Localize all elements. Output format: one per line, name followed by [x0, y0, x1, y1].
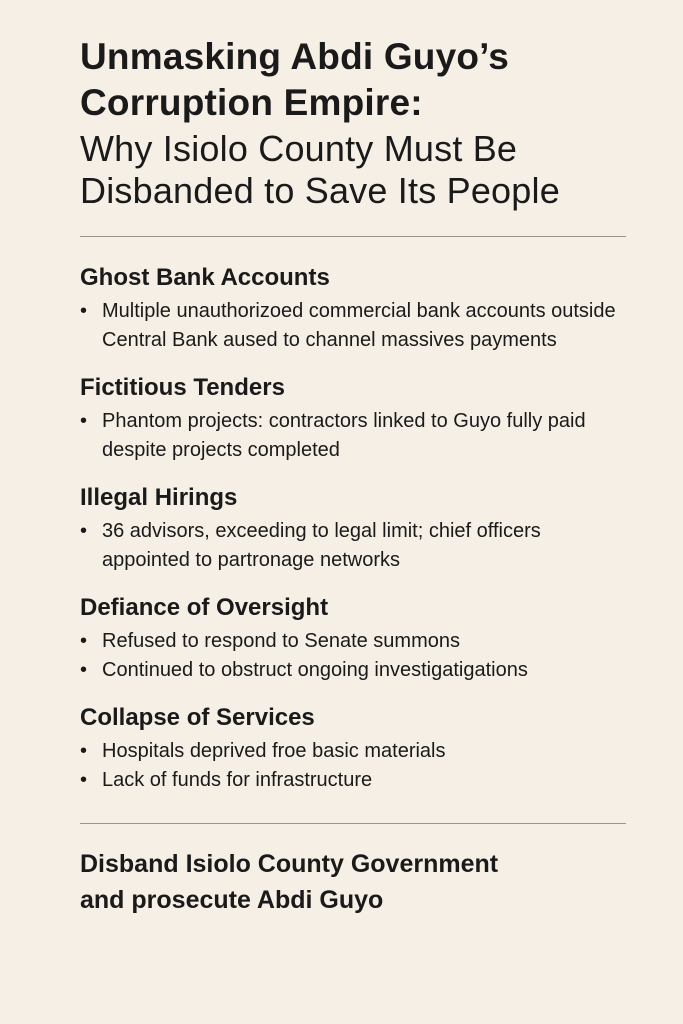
subtitle-line-2: Disbanded to Save Its People [80, 170, 560, 211]
bullet-item: • Continued to obstruct ongoing investigatigations [80, 656, 626, 685]
cta-line-2: and prosecute Abdi Guyo [80, 886, 384, 914]
bullet-list [80, 407, 626, 465]
bullet-list [80, 627, 626, 685]
section-ghost-bank-accounts [80, 263, 626, 355]
subtitle-line-1: Why Isiolo County Must Be [80, 128, 518, 169]
bullet-list [80, 517, 626, 575]
section-collapse-of-services [80, 703, 626, 795]
bullet-item: • Hospitals deprived froe basic materials [80, 737, 626, 766]
bullet-item: • Multiple unauthorizoed commercial bank accounts outside Central Bank aused to channel massives payments [80, 297, 626, 355]
page-title [80, 34, 626, 126]
section-heading: Fictitious Tenders [80, 374, 285, 401]
section-heading: Illegal Hirings [80, 484, 238, 511]
section-heading: Collapse of Services [80, 704, 315, 731]
bullet-list [80, 737, 626, 795]
title-line-1: Unmasking Abdi Guyo’s [80, 36, 510, 77]
bullet-list [80, 297, 626, 355]
cta-line-1: Disband Isiolo County Government [80, 850, 499, 878]
page-subtitle [80, 128, 626, 212]
title-line-2: Corruption Empire: [80, 82, 423, 123]
top-divider [80, 236, 626, 237]
section-defiance-of-oversight [80, 593, 626, 685]
bottom-divider [80, 823, 626, 824]
call-to-action [80, 846, 626, 918]
bullet-item: • Lack of funds for infrastructure [80, 766, 626, 795]
section-heading: Ghost Bank Accounts [80, 264, 330, 291]
document-page [80, 34, 626, 918]
section-fictitious-tenders [80, 373, 626, 465]
bullet-item: • 36 advisors, exceeding to legal limit; chief officers appointed to partronage networks [80, 517, 626, 575]
section-illegal-hirings [80, 483, 626, 575]
bullet-item: • Phantom projects: contractors linked to Guyo fully paid despite projects completed [80, 407, 626, 465]
section-heading: Defiance of Oversight [80, 594, 329, 621]
bullet-item: • Refused to respond to Senate summons [80, 627, 626, 656]
